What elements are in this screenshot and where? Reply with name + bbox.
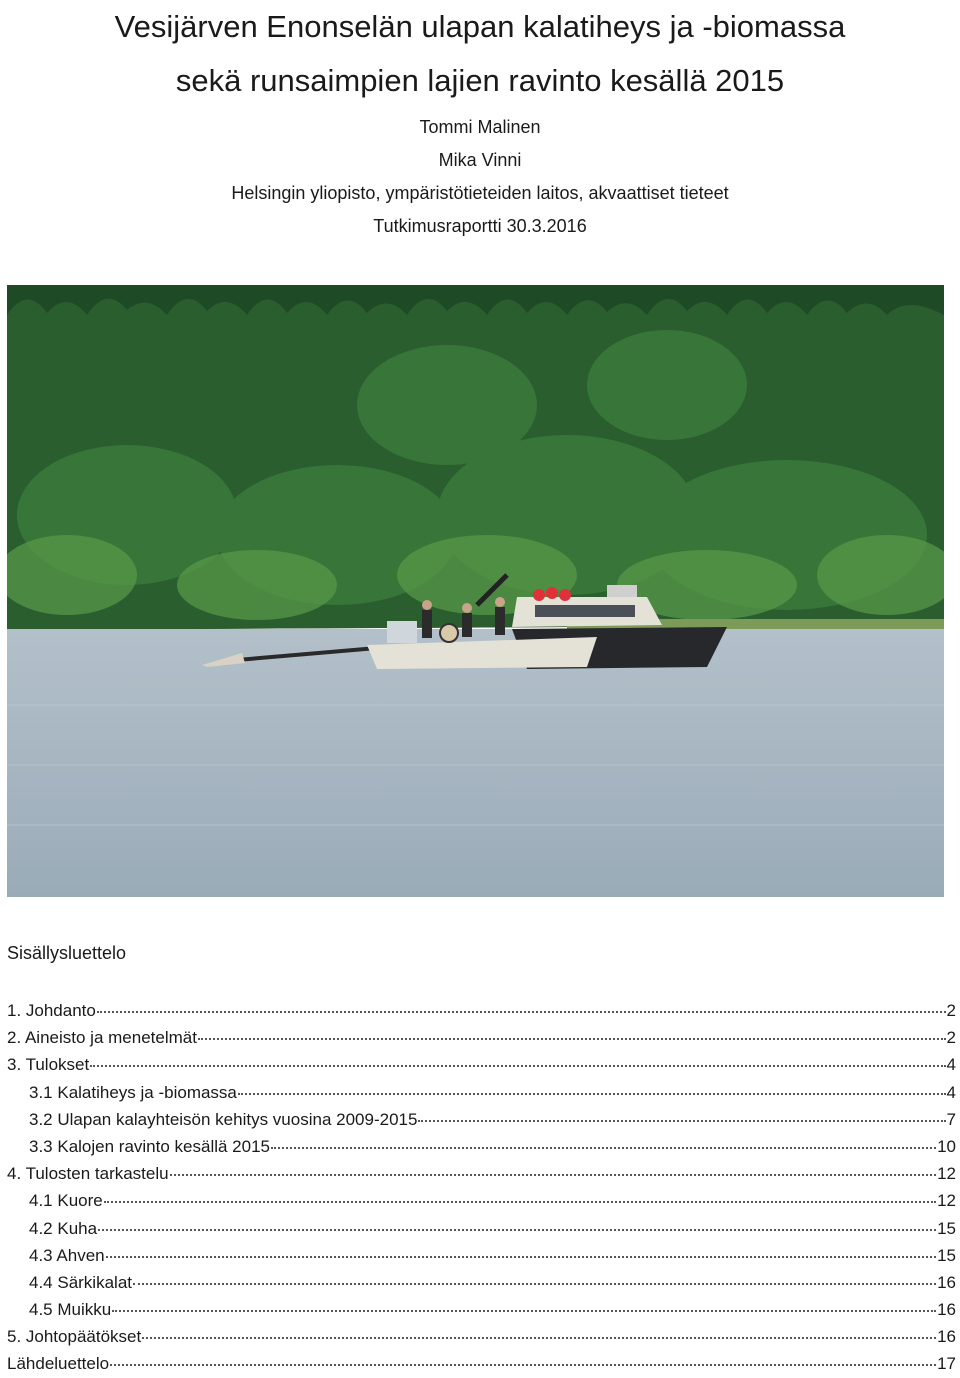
toc-leader-dots	[90, 1065, 945, 1067]
toc-entry[interactable]	[7, 1323, 956, 1350]
cover-photo	[7, 285, 944, 897]
toc-entry-label: 3.2 Ulapan kalayhteisön kehitys vuosina 2009-2015	[29, 1109, 418, 1129]
toc-entry-page: 16	[937, 1300, 956, 1320]
table-of-contents	[7, 997, 956, 1378]
toc-leader-dots	[271, 1147, 936, 1149]
toc-entry-label: 4.3 Ahven	[29, 1245, 105, 1265]
toc-entry-page: 12	[937, 1191, 956, 1211]
toc-entry[interactable]	[7, 1160, 956, 1187]
toc-leader-dots	[198, 1038, 946, 1040]
toc-entry-page: 4	[946, 1055, 956, 1075]
toc-entry-label: 3.3 Kalojen ravinto kesällä 2015	[29, 1136, 270, 1156]
toc-entry-page: 2	[946, 1001, 956, 1020]
toc-leader-dots	[104, 1201, 936, 1203]
toc-entry-label: 4. Tulosten tarkastelu	[7, 1164, 169, 1184]
title-line-1: Vesijärven Enonselän ulapan kalatiheys ja -biomassa	[114, 9, 846, 44]
toc-heading: Sisällysluettelo	[7, 943, 127, 963]
toc-entry[interactable]	[7, 1242, 956, 1269]
toc-leader-dots	[97, 1011, 946, 1013]
document-title	[0, 0, 960, 108]
lake-boat-image	[7, 285, 944, 897]
affiliation: Helsingin yliopisto, ympäristötieteiden laitos, akvaattiset tieteet	[231, 183, 729, 203]
toc-entry[interactable]	[7, 1051, 956, 1078]
toc-entry-page: 17	[937, 1354, 956, 1374]
title-line-2: sekä runsaimpien lajien ravinto kesällä 2015	[175, 63, 785, 98]
toc-entry-page: 7	[946, 1109, 956, 1129]
toc-leader-dots	[170, 1174, 936, 1176]
toc-entry-label: 4.1 Kuore	[29, 1191, 103, 1211]
toc-entry-page: 4	[946, 1082, 956, 1102]
toc-entry[interactable]	[7, 1133, 956, 1160]
toc-entry-label: 3. Tulokset	[7, 1055, 90, 1075]
toc-leader-dots	[133, 1283, 936, 1285]
toc-entry-label: 1. Johdanto	[7, 1001, 96, 1020]
toc-leader-dots	[112, 1310, 936, 1312]
document-meta	[0, 111, 960, 243]
toc-entry-label: 2. Aineisto ja menetelmät	[7, 1028, 197, 1048]
toc-entry-page: 16	[937, 1327, 956, 1347]
toc-leader-dots	[418, 1120, 945, 1122]
toc-entry-label: 4.2 Kuha	[29, 1218, 98, 1238]
toc-entry[interactable]	[7, 1024, 956, 1051]
toc-entry-page: 12	[937, 1164, 956, 1184]
toc-entry-page: 15	[937, 1245, 956, 1265]
toc-entry-label: 4.4 Särkikalat	[29, 1272, 132, 1292]
toc-entry[interactable]	[7, 1187, 956, 1214]
toc-leader-dots	[238, 1093, 946, 1095]
toc-leader-dots	[98, 1229, 936, 1231]
toc-entry[interactable]	[7, 1296, 956, 1323]
toc-entry-label: 3.1 Kalatiheys ja -biomassa	[29, 1082, 237, 1102]
author-1: Tommi Malinen	[419, 117, 541, 137]
toc-entry[interactable]	[7, 1106, 956, 1133]
toc-entry[interactable]	[7, 997, 956, 1024]
toc-leader-dots	[106, 1256, 936, 1258]
toc-entry-page: 16	[937, 1272, 956, 1292]
toc-entry-page: 15	[937, 1218, 956, 1238]
toc-entry[interactable]	[7, 1269, 956, 1296]
toc-entry[interactable]	[7, 1079, 956, 1106]
toc-entry-label: 4.5 Muikku	[29, 1300, 112, 1320]
toc-entry-label: 5. Johtopäätökset	[7, 1327, 142, 1347]
author-2: Mika Vinni	[438, 150, 522, 170]
toc-entry-page: 2	[946, 1028, 956, 1048]
toc-entry[interactable]	[7, 1215, 956, 1242]
toc-entry[interactable]	[7, 1350, 956, 1377]
toc-leader-dots	[110, 1364, 936, 1366]
toc-leader-dots	[142, 1337, 936, 1339]
toc-entry-label: Lähdeluettelo	[7, 1354, 110, 1374]
report-date: Tutkimusraportti 30.3.2016	[373, 216, 587, 236]
toc-entry-page: 10	[937, 1136, 956, 1156]
